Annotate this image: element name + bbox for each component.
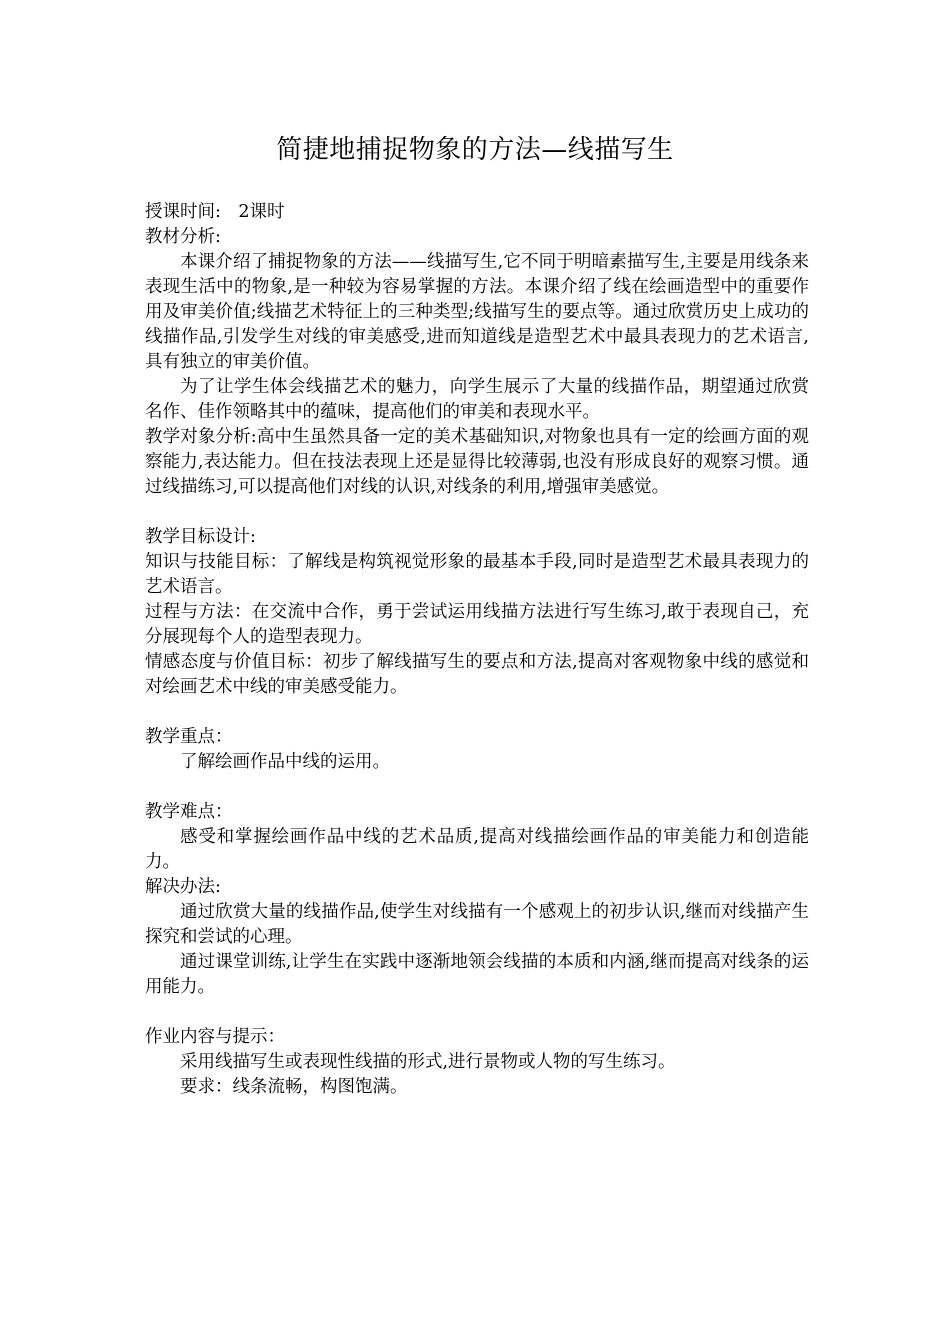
solution-paragraph-2: 通过课堂训练,让学生在实践中逐渐地领会线描的本质和内涵,继而提高对线条的运用能力。: [145, 952, 809, 997]
solution-paragraph-1: 通过欣赏大量的线描作品,使学生对线描有一个感观上的初步认识,继而对线描产生探究和尝试的心理。: [145, 902, 809, 947]
goal-process: 过程与方法：在交流中合作，勇于尝试运用线描方法进行写生练习,敢于表现自己，充分展现每个人的造型表现力。: [145, 602, 809, 647]
document-body: [145, 200, 809, 1100]
goal-knowledge: 知识与技能目标：了解线是构筑视觉形象的最基本手段,同时是造型艺术最具表现力的艺术语言。: [145, 552, 809, 597]
class-time: 授课时间: 2课时: [145, 202, 285, 222]
solution-heading: 解决办法:: [145, 877, 221, 897]
spacer: [145, 775, 809, 800]
goals-heading: 教学目标设计:: [145, 527, 256, 547]
difficulty-text: 感受和掌握绘画作品中线的艺术品质,提高对线描绘画作品的审美能力和创造能力。: [145, 827, 809, 872]
key-heading: 教学重点：: [145, 727, 233, 747]
goal-emotion: 情感态度与价值目标：初步了解线描写生的要点和方法,提高对客观物象中线的感觉和对绘画艺术中线的审美感受能力。: [145, 652, 809, 697]
material-paragraph-1: 本课介绍了捕捉物象的方法——线描写生,它不同于明暗素描写生,主要是用线条来表现生活中的物象,是一种较为容易掌握的方法。本课介绍了线在绘画造型中的重要作用及审美价值;线描艺术特征上的三种类型;线描写生的要点等。通过欣赏历史上成功的线描作品,引发学生对线的审美感受,进而知道线是造型艺术中最具表现力的艺术语言,具有独立的审美价值。: [145, 252, 809, 372]
homework-paragraph-2: 要求：线条流畅，构图饱满。: [180, 1077, 408, 1097]
difficulty-heading: 教学难点：: [145, 802, 233, 822]
document-title: 简捷地捕捉物象的方法—线描写生: [276, 135, 674, 165]
material-paragraph-2: 为了让学生体会线描艺术的魅力，向学生展示了大量的线描作品，期望通过欣赏名作、佳作领略其中的蕴味，提高他们的审美和表现水平。: [145, 377, 809, 422]
spacer: [145, 1000, 809, 1025]
homework-heading: 作业内容与提示：: [145, 1027, 285, 1047]
homework-paragraph-1: 采用线描写生或表现性线描的形式,进行景物或人物的写生练习。: [180, 1052, 676, 1072]
students-analysis: 教学对象分析:高中生虽然具备一定的美术基础知识,对物象也具有一定的绘画方面的观察能力,表达能力。但在技法表现上还是显得比较薄弱,也没有形成良好的观察习惯。通过线描练习,可以提高他们对线的认识,对线条的利用,增强审美感觉。: [145, 427, 809, 497]
spacer: [145, 700, 809, 725]
key-text: 了解绘画作品中线的运用。: [180, 752, 390, 772]
material-heading: 教材分析:: [145, 227, 221, 247]
spacer: [145, 500, 809, 525]
